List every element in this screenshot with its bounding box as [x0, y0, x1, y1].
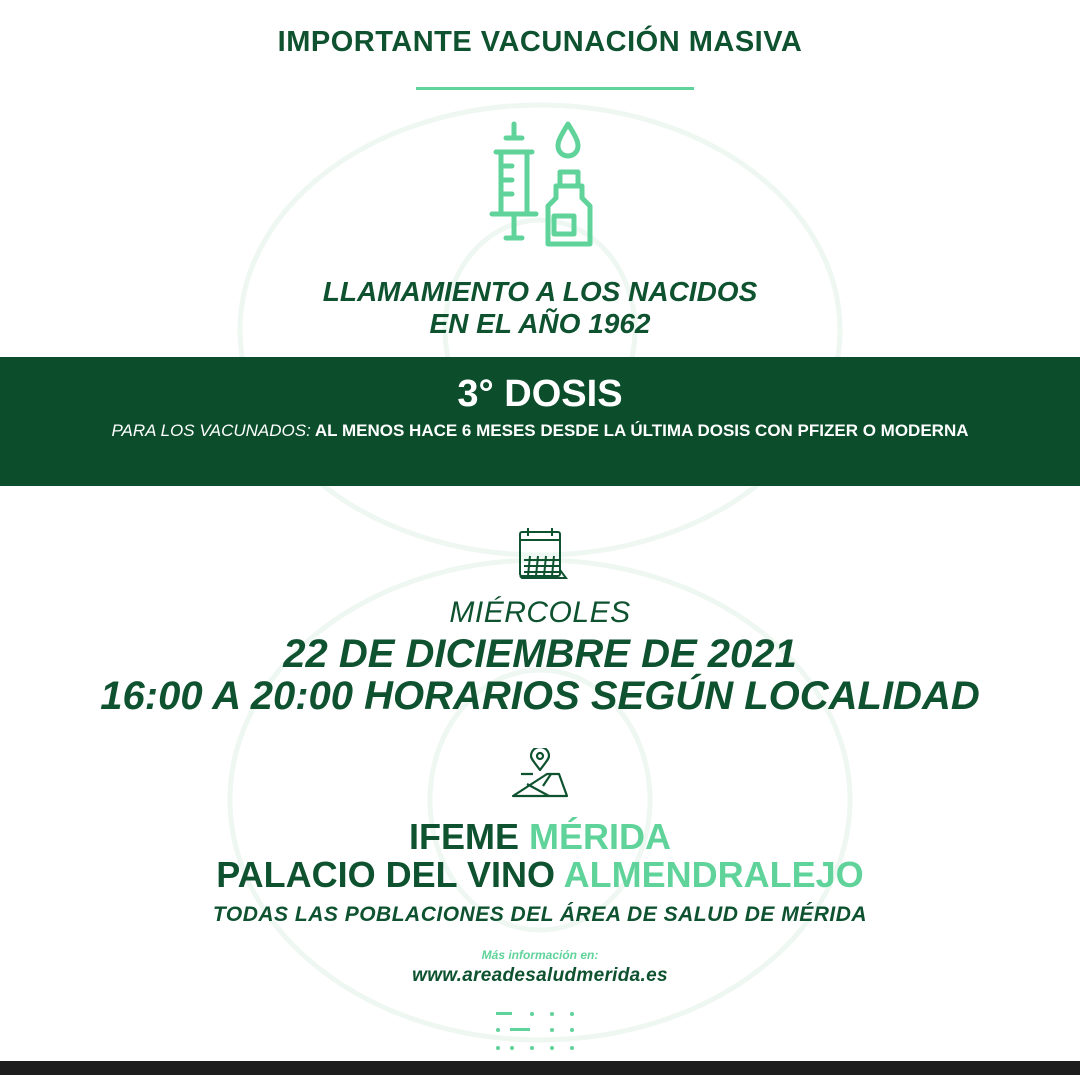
calendar-icon	[516, 526, 568, 582]
day-name: MIÉRCOLES	[449, 596, 631, 629]
call-line-2: EN EL AÑO 1962	[429, 308, 651, 339]
venue-1-place: IFEME	[408, 816, 519, 857]
dose-title: 3° DOSIS	[457, 373, 623, 415]
venue-2-place: PALACIO DEL VINO	[216, 854, 555, 895]
bottom-bar	[0, 1061, 1080, 1075]
dose-note	[0, 421, 1080, 441]
areas-text: TODAS LAS POBLACIONES DEL ÁREA DE SALUD DE MÉRIDA	[212, 903, 868, 926]
time-text: 16:00 A 20:00 HORARIOS SEGÚN LOCALIDAD	[100, 674, 980, 718]
header-title: IMPORTANTE VACUNACIÓN MASIVA	[277, 26, 803, 58]
venue-1	[0, 816, 1080, 858]
syringe-vial-icon	[486, 120, 596, 252]
venue-1-city: MÉRIDA	[529, 816, 672, 857]
website-link[interactable]: www.areadesaludmerida.es	[412, 965, 668, 986]
date-text: 22 DE DICIEMBRE DE 2021	[283, 632, 797, 676]
venue-2	[0, 854, 1080, 896]
map-pin-icon	[511, 748, 569, 798]
header-divider	[416, 87, 694, 90]
dose-note-text: AL MENOS HACE 6 MESES DESDE LA ÚLTIMA DOSIS CON PFIZER O MODERNA	[310, 421, 969, 440]
venue-2-city: ALMENDRALEJO	[563, 854, 864, 895]
dots-decoration	[492, 1008, 592, 1058]
more-info-label: Más información en:	[481, 948, 599, 962]
dose-note-prefix: PARA LOS VACUNADOS:	[111, 421, 311, 440]
call-line-1: LLAMAMIENTO A LOS NACIDOS	[322, 276, 758, 307]
dose-banner	[0, 357, 1080, 486]
